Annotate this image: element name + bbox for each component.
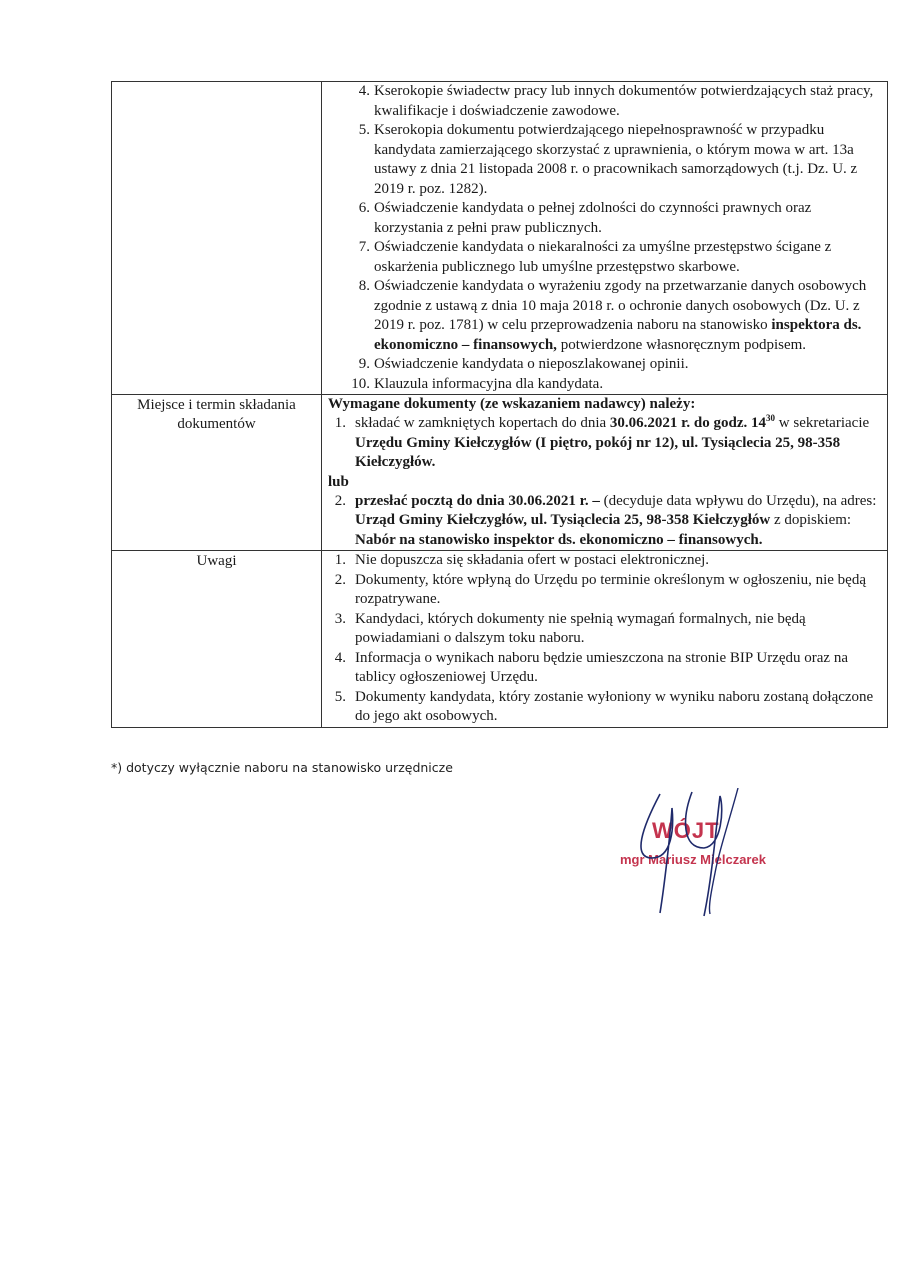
- position-name: inspektora ds. ekonomiczno – finansowych,: [374, 317, 862, 353]
- item-text: Oświadczenie kandydata o wyrażeniu zgody na przetwarzanie danych osobowych zgodnie z ustawą z dnia 10 maja 2018 r. o ochronie danych osobowych (Dz. U. z 2019 r. poz. 1781) w celu przeprowadzenia naboru na stanowisko: [374, 278, 867, 333]
- list-item: [328, 571, 881, 610]
- list-item: [328, 551, 881, 571]
- list-item: [328, 649, 881, 688]
- item-text: Oświadczenie kandydata o pełnej zdolności do czynności prawnych oraz korzystania z pełni praw publicznych.: [374, 200, 812, 236]
- item-text: (decyduje data wpływu do Urzędu), na adres:: [599, 492, 877, 509]
- list-item: [328, 82, 881, 121]
- item-number: 4.: [334, 649, 346, 666]
- requirements-row: [112, 82, 888, 395]
- requirements-list: [328, 82, 881, 394]
- item-number: 10.: [351, 375, 370, 392]
- item-number: 5.: [358, 122, 370, 138]
- remarks-row: [112, 551, 888, 728]
- item-number: 7.: [358, 239, 370, 255]
- requirements-label-cell: [112, 82, 322, 395]
- deadline: 30.06.2021 r. do godz. 14: [609, 415, 767, 431]
- item-number: 1.: [334, 552, 346, 568]
- item-text: z dopiskiem:: [770, 512, 852, 528]
- list-item: [328, 199, 881, 238]
- item-text: Oświadczenie kandydata o niekaralności za umyślne przestępstwo ścigane z oskarżenia publicznego lub umyślne przestępstwo skarbowe.: [374, 239, 832, 275]
- submission-list-2: [328, 492, 881, 551]
- item-text: składać w zamkniętych kopertach do dnia: [355, 415, 610, 431]
- list-item: [328, 238, 881, 277]
- mail-deadline: przesłać pocztą do dnia 30.06.2021 r. –: [355, 492, 600, 509]
- remarks-content-cell: [322, 551, 888, 728]
- deadline-minutes: 30: [766, 413, 776, 423]
- item-number: 9.: [358, 356, 370, 372]
- handwritten-signature: [612, 788, 782, 918]
- list-item: [328, 492, 881, 551]
- item-number: 6.: [358, 200, 370, 216]
- recruitment-table: [111, 81, 888, 728]
- item-number: 3.: [334, 610, 346, 627]
- item-text: Dokumenty kandydata, który zostanie wyłoniony w wyniku naboru zostaną dołączone do jego akt osobowych.: [355, 688, 874, 724]
- item-number: 5.: [334, 688, 346, 705]
- stamp-name: mgr Mariusz Mielczarek: [620, 852, 766, 867]
- submission-list-1: [328, 414, 881, 473]
- item-text: Klauzula informacyjna dla kandydata.: [374, 375, 604, 392]
- item-number: 8.: [358, 278, 370, 294]
- list-item: [328, 277, 881, 355]
- item-text: Dokumenty, które wpłyną do Urzędu po terminie określonym w ogłoszeniu, nie będą rozpatrywane.: [355, 571, 866, 607]
- list-item: [328, 414, 881, 473]
- footnote: *) dotyczy wyłącznie naboru na stanowisko urzędnicze: [111, 760, 453, 775]
- remarks-list: [328, 551, 881, 727]
- item-text: potwierdzone własnoręcznym podpisem.: [556, 336, 807, 353]
- item-text: Kserokopia dokumentu potwierdzającego niepełnosprawność w przypadku kandydata zamierzającego skorzystać z uprawnienia, o którym mowa w art. 13a ustawy z dnia 21 listopada 2008 r. o pracownikach samorządowych (t.j. Dz. U. z 2019 r. poz. 1282).: [374, 122, 858, 197]
- item-text: w sekretariacie: [775, 415, 870, 431]
- item-text: Informacja o wynikach naboru będzie umieszczona na stronie BIP Urzędu oraz na tablicy ogłoszeniowej Urzędu.: [355, 649, 848, 685]
- item-text: Nie dopuszcza się składania ofert w postaci elektronicznej.: [355, 552, 710, 568]
- mail-address: Urząd Gminy Kiełczygłów, ul. Tysiąclecia 25, 98-358 Kiełczygłów: [355, 512, 771, 528]
- remarks-label: Uwagi: [112, 551, 322, 728]
- submission-content-cell: [322, 395, 888, 551]
- list-item: [328, 121, 881, 199]
- submission-heading: Wymagane dokumenty (ze wskazaniem nadawcy) należy:: [328, 396, 696, 412]
- item-number: 4.: [358, 83, 370, 99]
- list-item: [328, 610, 881, 649]
- office-address: Urzędu Gminy Kiełczygłów (I piętro, pokój nr 12), ul. Tysiąclecia 25, 98-358 Kiełczygłów.: [355, 434, 841, 470]
- list-item: [328, 355, 881, 375]
- list-item: [328, 375, 881, 395]
- item-number: 2.: [334, 492, 346, 509]
- signature-stamp: [612, 788, 782, 918]
- item-number: 1.: [334, 415, 346, 431]
- list-item: [328, 688, 881, 727]
- item-text: Oświadczenie kandydata o nieposzlakowanej opinii.: [374, 356, 689, 372]
- item-number: 2.: [334, 571, 346, 588]
- item-text: Kandydaci, których dokumenty nie spełnią wymagań formalnych, nie będą powiadamiani o dalszym toku naboru.: [355, 610, 806, 646]
- stamp-title: WÓJT: [652, 818, 720, 843]
- submission-row: [112, 395, 888, 551]
- submission-label: Miejsce i termin składania dokumentów: [112, 395, 322, 551]
- or-label: lub: [328, 473, 349, 490]
- envelope-note: Nabór na stanowisko inspektor ds. ekonomiczno – finansowych.: [355, 531, 763, 548]
- item-text: Kserokopie świadectw pracy lub innych dokumentów potwierdzających staż pracy, kwalifikacje i doświadczenie zawodowe.: [374, 83, 874, 119]
- requirements-content-cell: [322, 82, 888, 395]
